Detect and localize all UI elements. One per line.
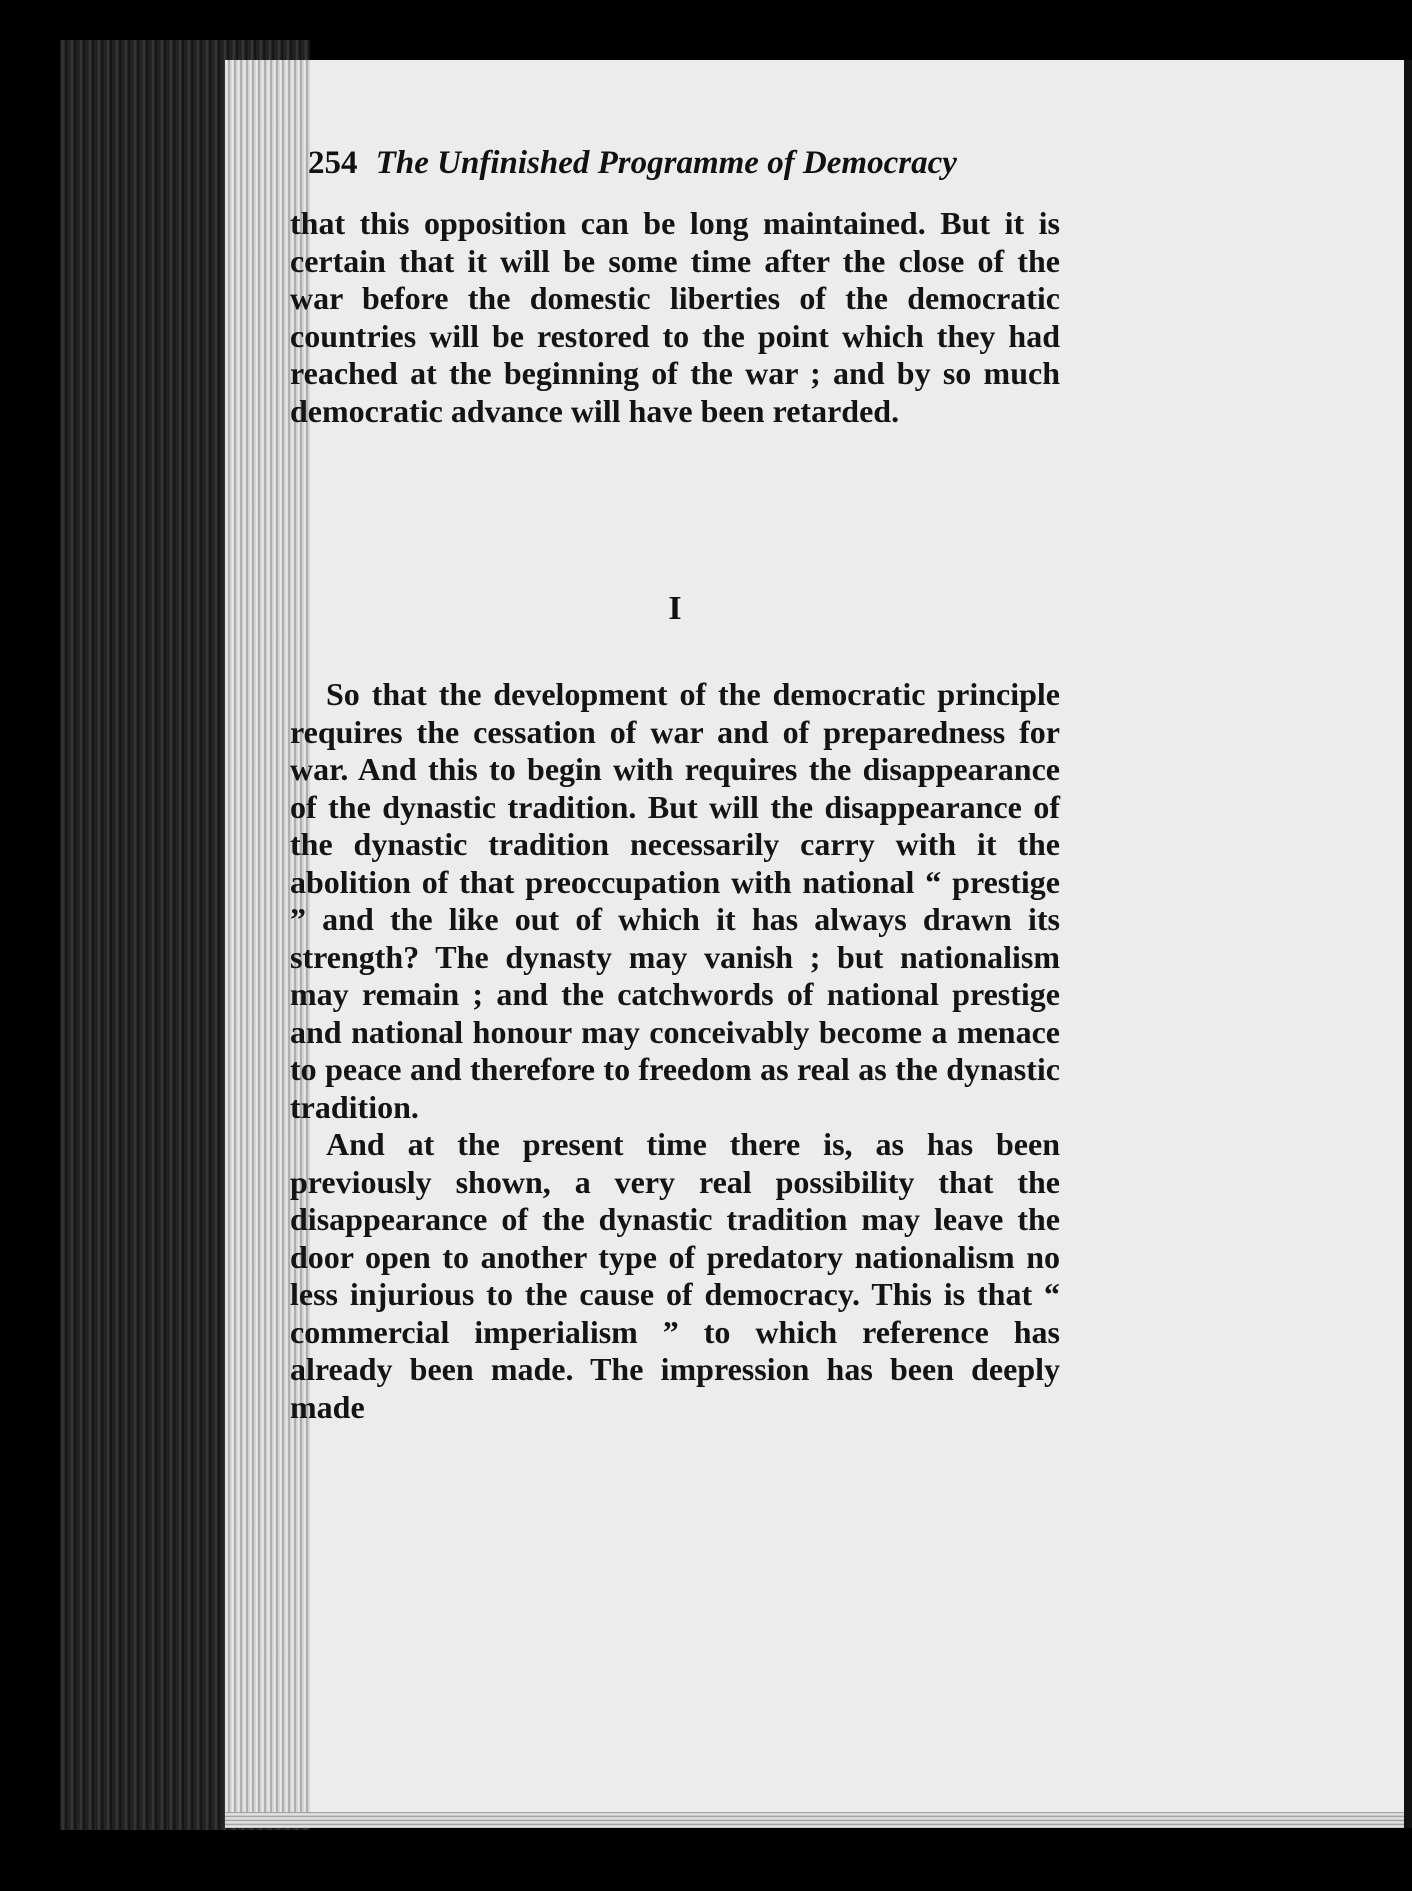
paragraph: So that the development of the democratic principle requires the cessation of war and of preparedness for war. And this to begin with requires the disappearance of the dynastic tradition. But will the disappearance of the dynastic tradition necessarily carry with it the abolition of that preoccupation with national “ prestige ” and the like out of which it has always drawn its strength? The dynasty may vanish ; but nationalism may remain ; and the catchwords of national prestige and national honour may conceivably become a menace to peace and therefore to freedom as real as the dynastic tradition. — [290, 676, 1060, 1125]
section-number: I — [668, 590, 682, 627]
page-bottom-edge — [225, 1812, 1412, 1828]
section-body — [290, 676, 1060, 1426]
continuation-paragraph: that this opposition can be long maintained. But it is certain that it will be some time after the close of the war before the domestic liberties of the democratic countries will be restored to the point which they had reached at the beginning of the war ; and by so much democratic advance will have been retarded. — [290, 205, 1060, 429]
continuation-block — [290, 205, 1060, 430]
paragraph: And at the present time there is, as has been previously shown, a very real possibility that the disappearance of the dynastic tradition may leave the door open to another type of predatory nationalism no less injurious to the cause of democracy. This is that “ commercial imperialism ” to which reference has already been made. The impression has been deeply made — [290, 1126, 1060, 1425]
page-number: 254 — [308, 145, 358, 181]
running-header — [308, 145, 1008, 182]
running-title: The Unfinished Programme of Democracy — [375, 145, 957, 181]
page-right-shadow — [1404, 60, 1412, 1828]
